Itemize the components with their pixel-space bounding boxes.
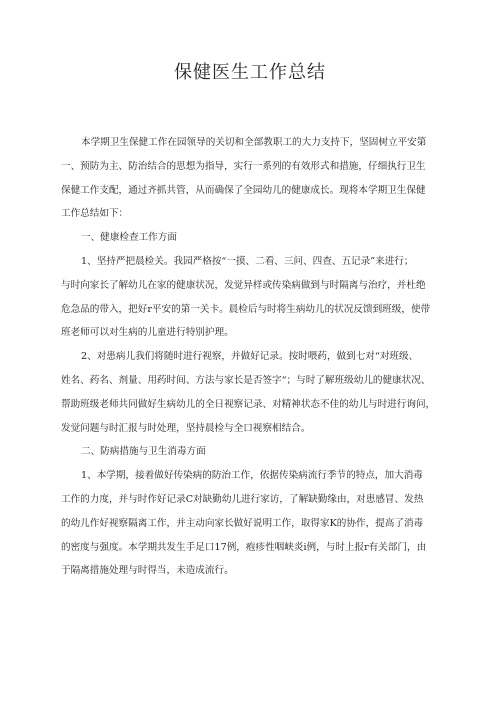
- text-line: 发觉问题与时汇报与时处理，坚持晨检与全口视察相结合。: [61, 422, 311, 434]
- paragraph-item: [61, 464, 453, 583]
- text-line: 姓名、药名、剂量、用药时间、方法与家长是否签字“；与时了解班级幼儿的健康状况、: [61, 374, 431, 386]
- text-line: 一、健康检查工作方面: [81, 232, 177, 244]
- section-heading: [61, 440, 453, 464]
- document-body: [61, 131, 453, 583]
- text-line: 一、预防为主、防治结合的思想为指导，实行一系列的有效形式和措施，仔细执行卫生: [61, 160, 426, 172]
- text-line: 危急品的带入，把好r平安的第一关卡。晨检后与时将生病幼儿的状况反馈到班级，使带: [61, 303, 431, 315]
- paragraph-item: [61, 250, 453, 345]
- text-line: 工作总结如下：: [61, 208, 129, 220]
- text-line: 帮助班级老师共同做好生病幼儿的全日视察记录、对精神状态不佳的幼儿与时进行询问，: [61, 398, 436, 410]
- text-line: 班老师可以对生病的儿童进行特别护理。: [61, 327, 234, 339]
- text-line: 保健工作支配，通过齐抓共管，从而确保了全园幼儿的健康成长。现将本学期卫生保健: [61, 184, 426, 196]
- text-line: 2、对患病儿我们将随时进行视察，并做好记录。按时喂药，做到七对“对班级、: [81, 351, 419, 363]
- text-line: 本学期卫生保健工作在园领导的关切和全部教职工的大力支持下，坚固树立平安第: [81, 137, 427, 148]
- document-title: 保健医生工作总结: [174, 62, 326, 83]
- text-line: 二、防病措施与卫生消毒方面: [81, 446, 206, 458]
- text-line: 1、坚持严把晨检关。我园严格按“一摸、二看、三问、四查、五记录”来进行；: [81, 255, 414, 267]
- text-line: 的密度与强度。本学期共发生手足口17例，疱疹性咽峡炎i例，与时上报r有关部门，由: [61, 541, 427, 553]
- text-line: 工作的力度，并与时作好记录C对缺勤幼儿进行家访，了解缺勤缘由，对患感冒、发热: [61, 493, 424, 505]
- section-heading: [61, 226, 453, 250]
- text-line: 与时向家长了解幼儿在家的健康状况，发觉异样或传染病做到与时隔离与治疗，并杜绝: [61, 279, 426, 291]
- text-line: 的幼儿作好视察隔离工作，并主动向家长做好说明工作，取得家K的协作，提高了消毒: [61, 517, 424, 529]
- paragraph-intro: [61, 131, 453, 226]
- paragraph-item: [61, 345, 453, 440]
- text-line: 于隔离措施处理与时得当，未造成流行。: [61, 565, 234, 577]
- text-line: 1、本学期，接着做好传染病的防治工作，依据传染病流行季节的特点，加大消毒: [81, 470, 423, 482]
